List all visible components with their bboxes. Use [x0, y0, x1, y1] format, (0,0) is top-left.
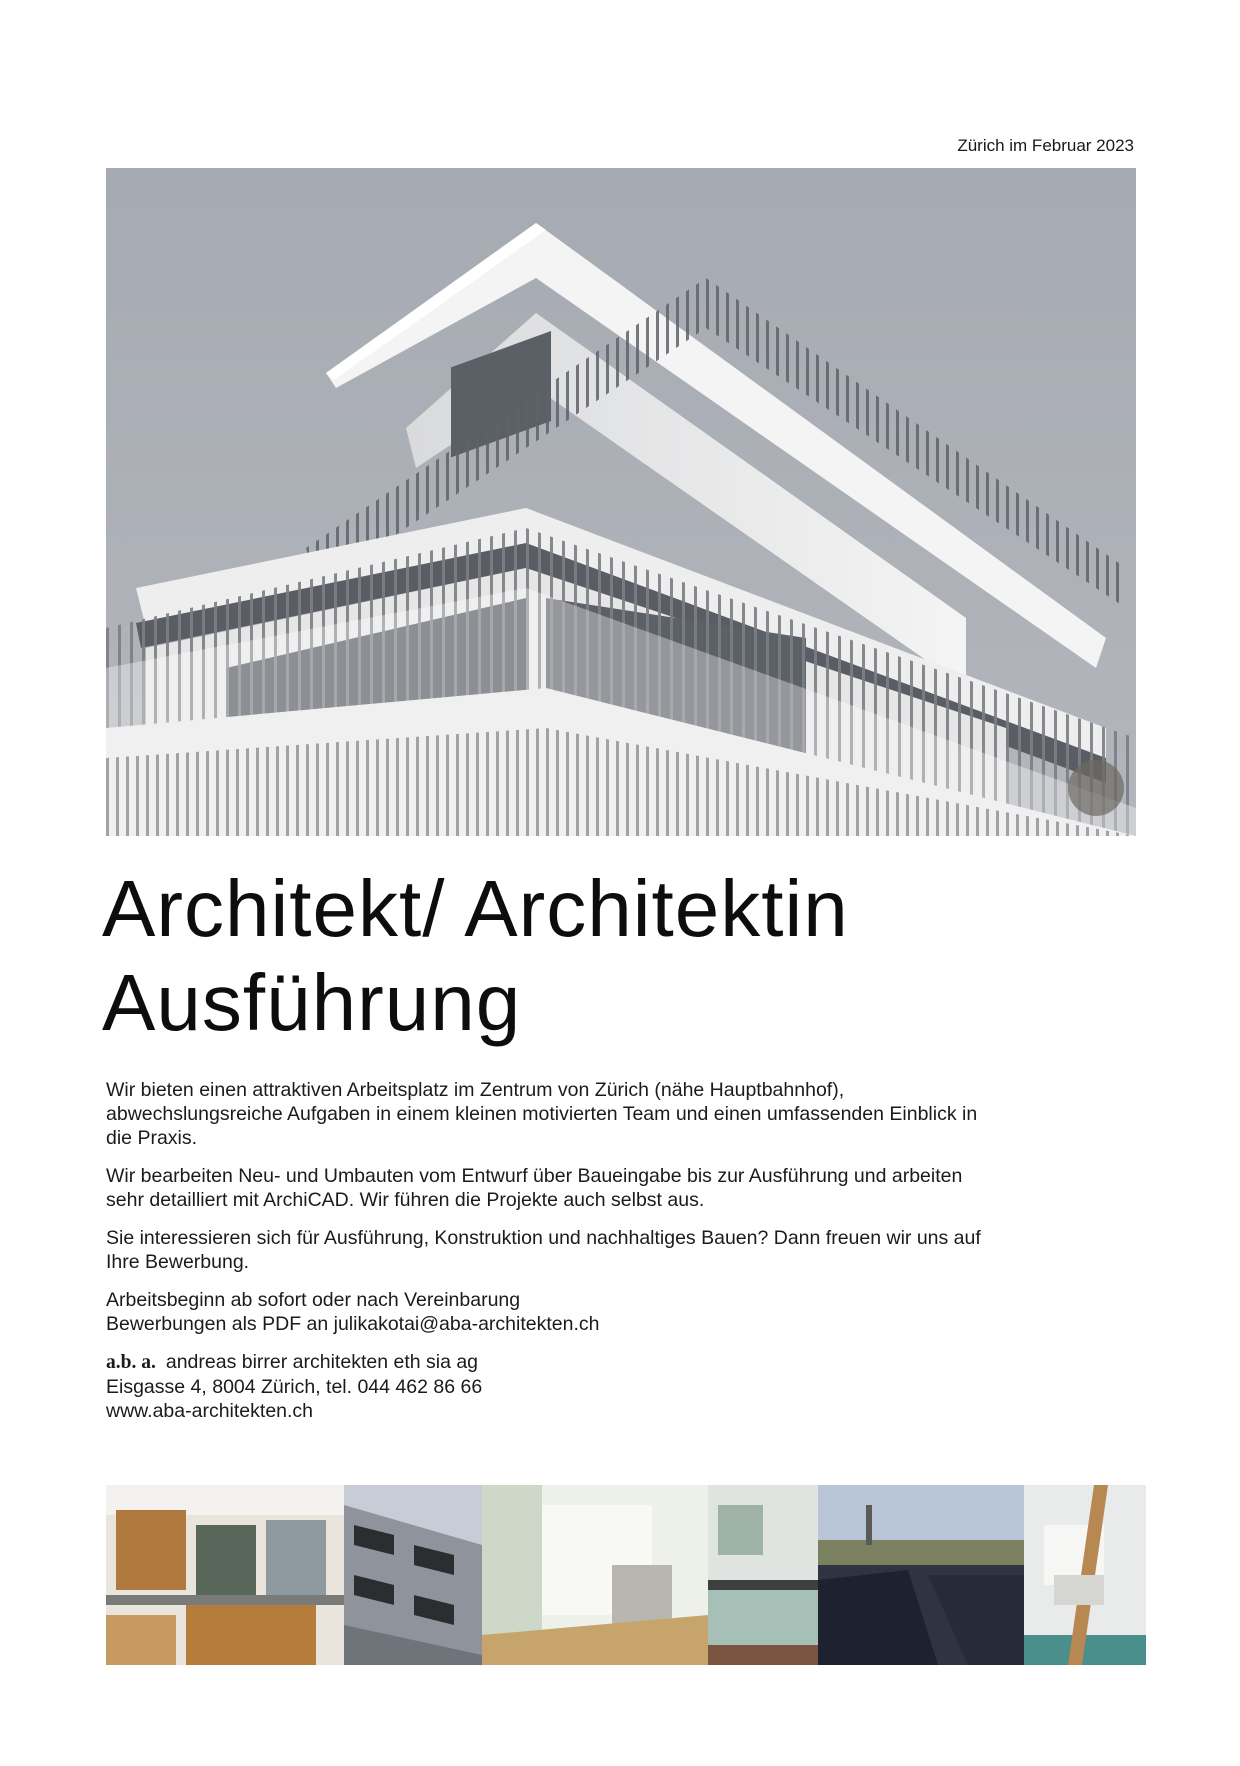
job-title: [102, 862, 849, 1050]
photo-interior-beam: [1024, 1485, 1146, 1665]
job-title-line-2: Ausführung: [102, 958, 522, 1047]
application-email-line[interactable]: Bewerbungen als PDF an julikakotai@aba-architekten.ch: [106, 1313, 600, 1335]
date-line: Zürich im Februar 2023: [957, 136, 1134, 155]
paragraph-offer: [106, 1078, 1146, 1150]
job-description: [106, 1078, 1146, 1423]
paragraph-line: abwechslungsreiche Aufgaben in einem kleinen motivierten Team und einen umfassenden Einblick in: [106, 1103, 978, 1125]
photo-bright-hallway: [482, 1485, 708, 1665]
firm-name: andreas birrer architekten eth sia ag: [165, 1351, 479, 1373]
paragraph-line: Ihre Bewerbung.: [106, 1251, 250, 1273]
contact-block: [106, 1350, 1146, 1423]
paragraph-line: sehr detailliert mit ArchiCAD. Wir führen die Projekte auch selbst aus.: [106, 1189, 705, 1211]
photo-kitchen-wood: [106, 1485, 344, 1665]
firm-line: [106, 1350, 1146, 1375]
project-photo-strip: [106, 1485, 1146, 1665]
paragraph-application: [106, 1288, 1146, 1336]
hero-building-photo: [106, 168, 1136, 836]
paragraph-line: Wir bearbeiten Neu- und Umbauten vom Entwurf über Baueingabe bis zur Ausführung und arbeiten: [106, 1165, 963, 1187]
firm-logo-text: a.b. a.: [106, 1352, 156, 1373]
paragraph-line: Sie interessieren sich für Ausführung, Konstruktion und nachhaltiges Bauen? Dann freuen wir uns auf: [106, 1227, 981, 1249]
paragraph-work: [106, 1164, 1146, 1212]
job-title-line-1: Architekt/ Architektin: [102, 864, 849, 953]
photo-solar-roof: [818, 1485, 1024, 1665]
photo-facade-panels: [344, 1485, 482, 1665]
photo-kitchen-green: [708, 1485, 818, 1665]
paragraph-line: Wir bieten einen attraktiven Arbeitsplatz im Zentrum von Zürich (nähe Hauptbahnhof),: [106, 1079, 845, 1101]
paragraph-line: die Praxis.: [106, 1127, 198, 1149]
paragraph-invitation: [106, 1226, 1146, 1274]
firm-website-link[interactable]: www.aba-architekten.ch: [106, 1400, 314, 1422]
paragraph-line: Arbeitsbeginn ab sofort oder nach Vereinbarung: [106, 1289, 521, 1311]
firm-address: Eisgasse 4, 8004 Zürich, tel. 044 462 86 66: [106, 1376, 483, 1398]
